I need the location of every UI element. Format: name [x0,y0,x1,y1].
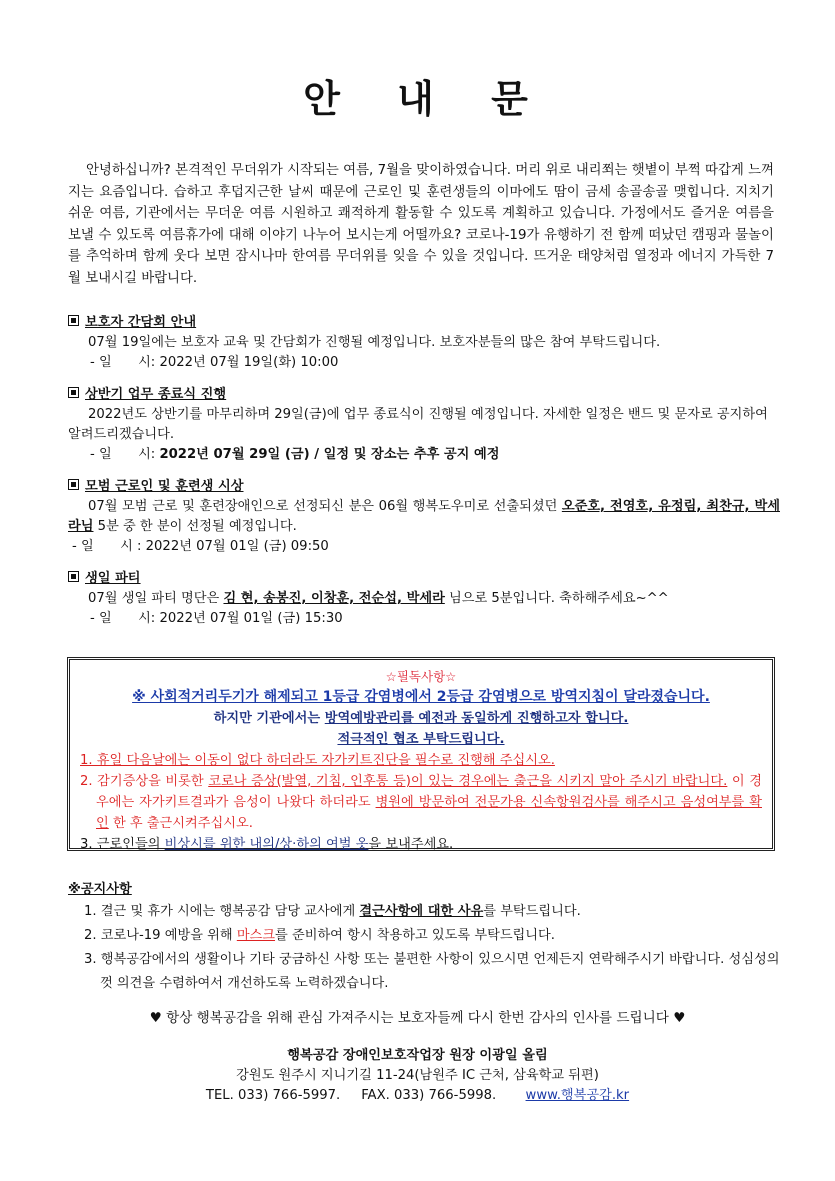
square-bullet-icon [68,387,79,398]
notice-item-2: 2. 감기증상을 비롯한 코로나 증상(발열, 기침, 인후통 등)이 있는 경우에는 출근을 시키지 말아 주시기 바랍니다. 이 경우에는 자가키트결과가 음성이 나왔다 하더라도 병원에 방문하여 전문가용 신속항원검사를 해주시고 음성여부를 확인 한 후 출근시켜주십시오. [80,774,762,831]
section-body: 07월 19일에는 보호자 교육 및 간담회가 진행될 예정입니다. 보호자분들의 많은 참여 부탁드립니다. [88,335,661,350]
announcement-item: 2. 코로나-19 예방을 위해 마스크를 준비하여 항시 착용하고 있도록 부탁드립니다. [84,928,555,943]
award-names: 오준호, 전영호, 유정림, 최찬규, 박세라님 [68,499,780,534]
section-body: 07월 모범 근로 및 훈련장애인으로 선정되신 분은 06월 행복도우미로 선출되셨던 오준호, 전영호, 유정림, 최찬규, 박세라님 5분 중 한 분이 선정될 예정입니다. [68,499,780,534]
section-heading: 보호자 간담회 안내 [85,315,197,330]
contact-line [0,1086,835,1106]
thanks-message: ♥ 항상 행복공감을 위해 관심 가져주시는 보호자들께 다시 한번 감사의 인사를 드립니다 ♥ [149,1010,686,1026]
section-heading: 모범 근로인 및 훈련생 시상 [85,479,244,494]
section-date: - 일 시: 2022년 07월 01일 (금) 15:30 [90,611,343,626]
section-heading: 상반기 업무 종료식 진행 [85,387,227,402]
address: 강원도 원주시 지니기길 11-24(남원주 IC 근처, 삼육학교 뒤편) [236,1068,599,1083]
sender: 행복공감 장애인보호작업장 원장 이광일 올림 [287,1048,548,1063]
notice-policy-line: ※ 사회적거리두기가 해제되고 1등급 감염병에서 2등급 감염병으로 방역지침이 달라졌습니다. [132,689,710,705]
website-link[interactable]: www.행복공감.kr [525,1088,630,1103]
birthday-names: 김 현, 송봉진, 이창훈, 전순섭, 박세라 [223,591,445,606]
square-bullet-icon [68,571,79,582]
phone: TEL. 033) 766-5997. [205,1088,341,1103]
notice-box [67,657,775,851]
square-bullet-icon [68,479,79,490]
announcements [68,880,780,996]
square-bullet-icon [68,315,79,326]
section-guardian-meeting [68,313,780,373]
section-closing-ceremony [68,385,780,465]
intro-paragraph: 안녕하십니까? 본격적인 무더위가 시작되는 여름, 7월을 맞이하였습니다. 머리 위로 내리쬐는 햇볕이 부쩍 따갑게 느껴지는 요즘입니다. 습하고 후덥지근한 날씨 때문에 근로인 및 훈련생들의 이마에도 땀이 금세 송골송골 맺힙니다. 지치기 쉬운 여름, 기관에서는 무더운 여름 시원하고 쾌적하게 활동할 수 있도록 계획하고 있습니다. 가정에서도 즐거운 여름을 보낼 수 있도록 여름휴가에 대해 이야기 나누어 보시는게 어떨까요? 코로나-19가 유행하기 전 함께 떠났던 캠핑과 물놀이를 추억하며 함께 웃다 보면 잠시나마 한여름 무더위를 잊을 수 있을 것입니다. 뜨거운 태양처럼 열정과 에너지 가득한 7월 보내시길 바랍니다. [68,163,774,286]
announcement-item: 1. 결근 및 휴가 시에는 행복공감 담당 교사에게 결근사항에 대한 사유를 부탁드립니다. [84,904,581,919]
section-body: 2022년도 상반기를 마무리하며 29일(금)에 업무 종료식이 진행될 예정입니다. 자세한 일정은 밴드 및 문자로 공지하여 알려드리겠습니다. [68,407,768,442]
section-date: - 일 시: 2022년 07월 19일(화) 10:00 [90,355,339,370]
announcements-heading: ※공지사항 [68,882,132,897]
notice-policy-line2: 하지만 기관에서는 방역예방관리를 예전과 동일하게 진행하고자 합니다. [213,711,629,726]
notice-item-1: 1. 휴일 다음날에는 이동이 없다 하더라도 자가키트진단을 필수로 진행해 주십시오. [80,753,555,768]
section-model-award [68,477,780,557]
fax: FAX. 033) 766-5998. [361,1088,497,1103]
section-body: 07월 생일 파티 명단은 김 현, 송봉진, 이창훈, 전순섭, 박세라 님으로 5분입니다. 축하해주세요~^^ [88,591,669,606]
notice-title: ☆필독사항☆ [385,669,457,684]
section-date: - 일 시 : 2022년 07월 01일 (금) 09:50 [72,539,329,554]
page-title: 안 내 문 [303,77,550,121]
section-date: - 일 시: 2022년 07월 29일 (금) / 일정 및 장소는 추후 공지 예정 [90,447,500,462]
notice-request: 적극적인 협조 부탁드립니다. [337,732,505,747]
signature-block [0,1046,835,1106]
section-heading: 생일 파티 [85,571,141,586]
announcement-item: 3. 행복공감에서의 생활이나 기타 궁금하신 사항 또는 불편한 사항이 있으시면 언제든지 연락해주시기 바랍니다. 성심성의껏 의견을 수렴하여서 개선하도록 노력하겠습니다. [84,952,780,991]
notice-item-3: 3. 근로인들의 비상시를 위한 내의/상·하의 여벌 옷을 보내주세요. [80,837,454,852]
section-birthday-party [68,569,780,629]
